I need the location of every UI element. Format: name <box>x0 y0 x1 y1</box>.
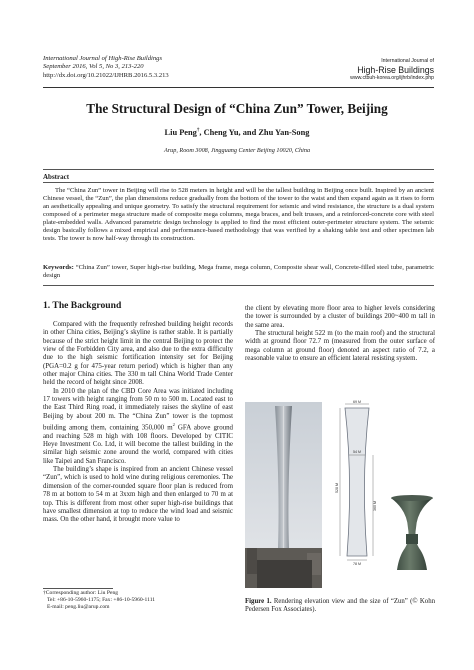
body-text: GFA above ground and reaching 528 m high with 108 floors. Developed by CITIC Heye Investment Co. Ltd, it will become the tallest building in the similar high seismic zone around the world, compared with cities like Taipei and San Francisco. <box>43 424 233 465</box>
body-paragraph: Compared with the frequently refreshed building height records in other China cities, Beijing’s skyline is rather stable. It is partially because of the strict height limit in the central Beijing to protect the view of the Forbidden City area, and also due to the extra difficulty due to the high seismic fortification intensity set for Beijing (PGA=0.2 g for 475-year return period) which is higher than any other major China cities. The 330 m tall China World Trade Center held the record of height since 2008. <box>43 321 233 387</box>
body-text: In 2010 the plan of the CBD Core Area was initiated including 17 towers with height ranging from 50 m to 500 m. Located east to the East Third Ring road, it immediately raises the skyline of east Beijing by about 200 m. The “China Zun” tower is the topmost building among them, containing 350,000 m <box>43 387 233 432</box>
footnote-rule <box>43 588 113 589</box>
journal-citation <box>43 55 169 80</box>
zun-vessel <box>391 495 433 570</box>
journal-logo <box>350 58 434 81</box>
left-column <box>43 321 233 525</box>
tower-rendering <box>245 402 322 588</box>
dim-waist-label: 54 M <box>353 450 361 454</box>
journal-logo-big: High-Rise Buildings <box>357 64 434 75</box>
section-heading: 1. The Background <box>43 300 122 311</box>
figure-graphic <box>245 398 435 588</box>
footnote-author: †Corresponding author: Liu Peng <box>43 590 119 596</box>
header-divider <box>43 87 434 88</box>
superscript: 2 <box>172 422 175 428</box>
figure-caption-label: Figure 1. <box>245 598 272 605</box>
abstract-head-rule <box>43 182 434 183</box>
paper-affiliation: Arup, Room 3008, Jingguang Center Beijing 10020, China <box>163 147 311 154</box>
right-column <box>245 305 435 363</box>
abstract-text: The “China Zun” tower in Beijing will rise to 528 meters in height and will be the tallest building in Beijing once built. Inspired by an ancient Chinese vessel, the “Zun”, the plan dimensions reduce gradually from the bottom of the tower to the waist and then expand again as it rises to form an aesthetically appealing and unique geometry. To satisfy the structural requirement for seismic and wind resistance, the structure is a dual system composed of a perimeter mega structure made of composite mega columns, mega braces, and belt trusses, and a reinforced-concrete core with steel plate-embedded walls. Advanced parametric design technology is applied to find the most efficient outer-perimeter structure system. The seismic design basically follows a mixed empirical and performance-based methodology that was verified by a shaking table test and other specimen lab tests. The tower is now half-way through its construction. <box>43 187 434 243</box>
paper-title: The Structural Design of “China Zun” Tower, Beijing <box>86 101 388 116</box>
dim-height-label: 528 M <box>335 483 339 493</box>
footnote-email: E-mail: peng.liu@arup.com <box>47 604 110 610</box>
body-paragraph: the client by elevating more floor area to higher levels considering the tower is surrounded by a cluster of buildings 200~400 m tall in the same area. <box>245 305 435 329</box>
journal-url[interactable]: www.ctbuh-korea.org/ijhrb/index.php <box>350 74 434 81</box>
dim-bottom-label: 78 M <box>353 562 361 566</box>
journal-logo-small: International Journal of <box>381 58 434 64</box>
journal-issue: September 2016, Vol 5, No 3, 213-220 <box>43 63 144 71</box>
footnote-phone: Tel: +86-10-5960-1175; Fax: +86-10-5960-1111 <box>47 597 156 603</box>
figure-caption-text: Rendering elevation view and the size of “Zun” (© Kohn Pedersen Fox Associates). <box>245 598 435 614</box>
author-others: , Cheng Yu, and Zhu Yan-Song <box>199 128 310 137</box>
elevation-drawing <box>335 400 377 566</box>
journal-doi[interactable]: http://dx.doi.org/10.21022/IJHRB.2016.5.3.213 <box>43 71 169 79</box>
dim-top-label: 69 M <box>353 400 361 404</box>
dim-mid-label: 360 M <box>373 501 377 511</box>
abstract-heading: Abstract <box>43 173 70 181</box>
figure-caption <box>245 598 435 615</box>
body-paragraph <box>43 388 233 466</box>
paper-authors <box>0 128 474 137</box>
author-primary: Liu Peng <box>164 128 197 137</box>
keywords <box>43 264 434 280</box>
figure-1 <box>245 398 435 588</box>
journal-name: International Journal of High-Rise Buildings <box>43 55 163 62</box>
body-paragraph: The building’s shape is inspired from an ancient Chinese vessel “Zun”, which is used to hold wine during religious ceremonies. The dimension of the corner-rounded square floor plan is reduced from 78 m at bottom to 54 m at 3xxm high and then enlarged to 70 m at top. This is different from most other super high-rise buildings that have smallest dimension at top to reduce the wind load and seismic mass. On the other hand, it brought more value to <box>43 466 233 524</box>
body-paragraph: The structural height 522 m (to the main roof) and the structural width at ground floor 72.7 m (measured from the outer surface of mega column at ground floor) denoted an aspect ratio of 7.2, a reasonable value to ensure an efficient lateral resisting system. <box>245 330 435 363</box>
author-mark: † <box>196 128 200 134</box>
keywords-list: “China Zun” tower, Super high-rise building, Mega frame, mega column, Composite shear wall, Concrete-filled steel tube, parametric design <box>43 264 434 280</box>
keywords-label: Keywords: <box>43 264 74 271</box>
footnote <box>43 590 155 611</box>
keywords-rule <box>43 285 434 286</box>
abstract-top-rule <box>43 169 434 170</box>
